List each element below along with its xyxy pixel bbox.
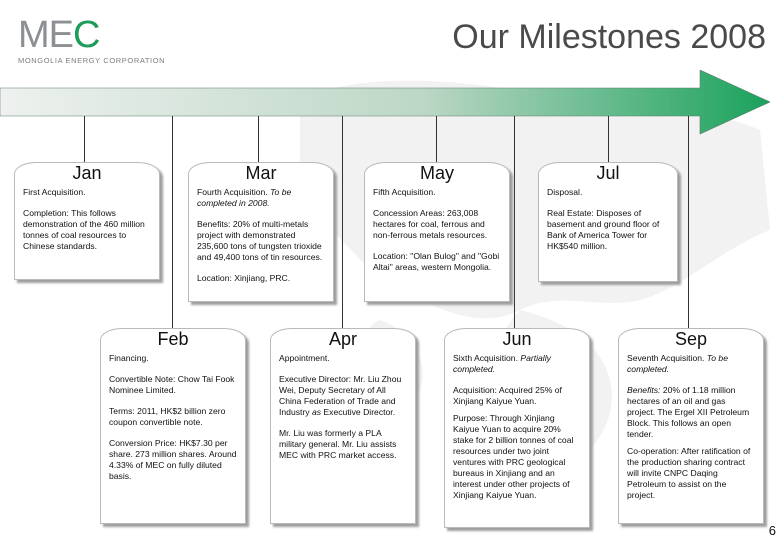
company-logo bbox=[18, 16, 165, 65]
jun-text-3: Purpose: Through Xinjiang Kaiyue Yuan to acquire 20% stake for 2 billion tonnes of coal resources under two joint ventures with PRC geological bureaus in Xinjiang and an interest under other projects of Xinjiang Kaiyue Yuan. bbox=[453, 413, 574, 500]
apr-text-2: Executive Director: Mr. Liu Zhou Wei, Deputy Secretary of All China Federation of Trade and Industry as Executive Director. bbox=[279, 374, 402, 417]
sep-text-2: Benefits: 20% of 1.18 million hectares of an oil and gas project. The Ergel XII Petroleum Block. This follows an open tender. bbox=[627, 385, 750, 439]
jun-text-1: Sixth Acquisition. Partially completed. bbox=[453, 353, 551, 374]
month-label-feb: Feb bbox=[157, 329, 189, 349]
apr-text-3: Mr. Liu was formerly a PLA military general. Mr. Liu assists MEC with PRC market access. bbox=[279, 428, 397, 460]
month-label-may: May bbox=[419, 163, 454, 183]
connector-may bbox=[436, 116, 437, 164]
page-number: 6 bbox=[768, 523, 776, 538]
mar-text-2: Benefits: 20% of multi-metals project with demonstrated 235,600 tons of tungsten trioxide and 49,400 tons of tin resources. bbox=[197, 219, 323, 262]
milestone-apr bbox=[270, 328, 416, 524]
mar-text-1: Fourth Acquisition. To be completed in 2008. bbox=[197, 187, 292, 208]
month-label-mar: Mar bbox=[245, 163, 277, 183]
month-label-apr: Apr bbox=[328, 329, 357, 349]
connector-jul bbox=[608, 116, 609, 164]
connector-mar bbox=[258, 116, 259, 164]
timeline-arrow bbox=[0, 70, 770, 140]
milestone-feb bbox=[100, 328, 246, 524]
jul-text-2: Real Estate: Disposes of basement and ground floor of Bank of America Tower for HK$540 million. bbox=[547, 208, 660, 251]
milestone-may bbox=[364, 162, 510, 302]
connector-jan bbox=[84, 116, 85, 164]
sep-text-3: Co-operation: After ratification of the production sharing contract will invite CNPC Daqing Petroleum to assist on the project. bbox=[627, 446, 751, 500]
month-label-jul: Jul bbox=[596, 163, 620, 183]
logo-mark: MEC bbox=[18, 14, 100, 56]
sep-text-1: Seventh Acquisition. To be completed. bbox=[627, 353, 728, 374]
logo-subtitle: MONGOLIA ENERGY CORPORATION bbox=[18, 56, 166, 65]
connector-feb bbox=[172, 116, 173, 330]
milestone-jul bbox=[538, 162, 678, 282]
milestone-jan bbox=[14, 162, 160, 280]
feb-text-2: Convertible Note: Chow Tai Fook Nominee Limited. bbox=[109, 374, 235, 395]
jan-text-1: First Acquisition. bbox=[23, 187, 86, 197]
connector-jun bbox=[514, 116, 515, 330]
jul-text-1: Disposal. bbox=[547, 187, 583, 197]
may-text-3: Location: "Olan Bulog" and "Gobi Altai" areas, western Mongolia. bbox=[373, 251, 500, 272]
apr-text-1: Appointment. bbox=[279, 353, 330, 363]
may-text-1: Fifth Acquisition. bbox=[373, 187, 436, 197]
milestone-mar bbox=[188, 162, 334, 302]
month-label-jan: Jan bbox=[72, 163, 102, 183]
feb-text-3: Terms: 2011, HK$2 billion zero coupon convertible note. bbox=[109, 406, 226, 427]
month-label-sep: Sep bbox=[674, 329, 708, 349]
milestone-jun bbox=[444, 328, 590, 528]
jan-text-2: Completion: This follows demonstration of the 460 million tonnes of coal resources to Chinese standards. bbox=[23, 208, 145, 251]
may-text-2: Concession Areas: 263,008 hectares for coal, ferrous and non-ferrous metals resources. bbox=[373, 208, 488, 240]
mar-text-3: Location: Xinjiang, PRC. bbox=[197, 273, 291, 283]
feb-text-1: Financing. bbox=[109, 353, 149, 363]
feb-text-4: Conversion Price: HK$7.30 per share. 273 million shares. Around 4.33% of MEC on fully diluted basis. bbox=[109, 438, 237, 481]
month-label-jun: Jun bbox=[502, 329, 532, 349]
jun-text-2: Acquisition: Acquired 25% of Xinjiang Kaiyue Yuan. bbox=[453, 385, 562, 406]
milestone-sep bbox=[618, 328, 764, 524]
connector-sep bbox=[688, 116, 689, 330]
page-title: Our Milestones 2008 bbox=[452, 18, 766, 56]
connector-apr bbox=[342, 116, 343, 330]
